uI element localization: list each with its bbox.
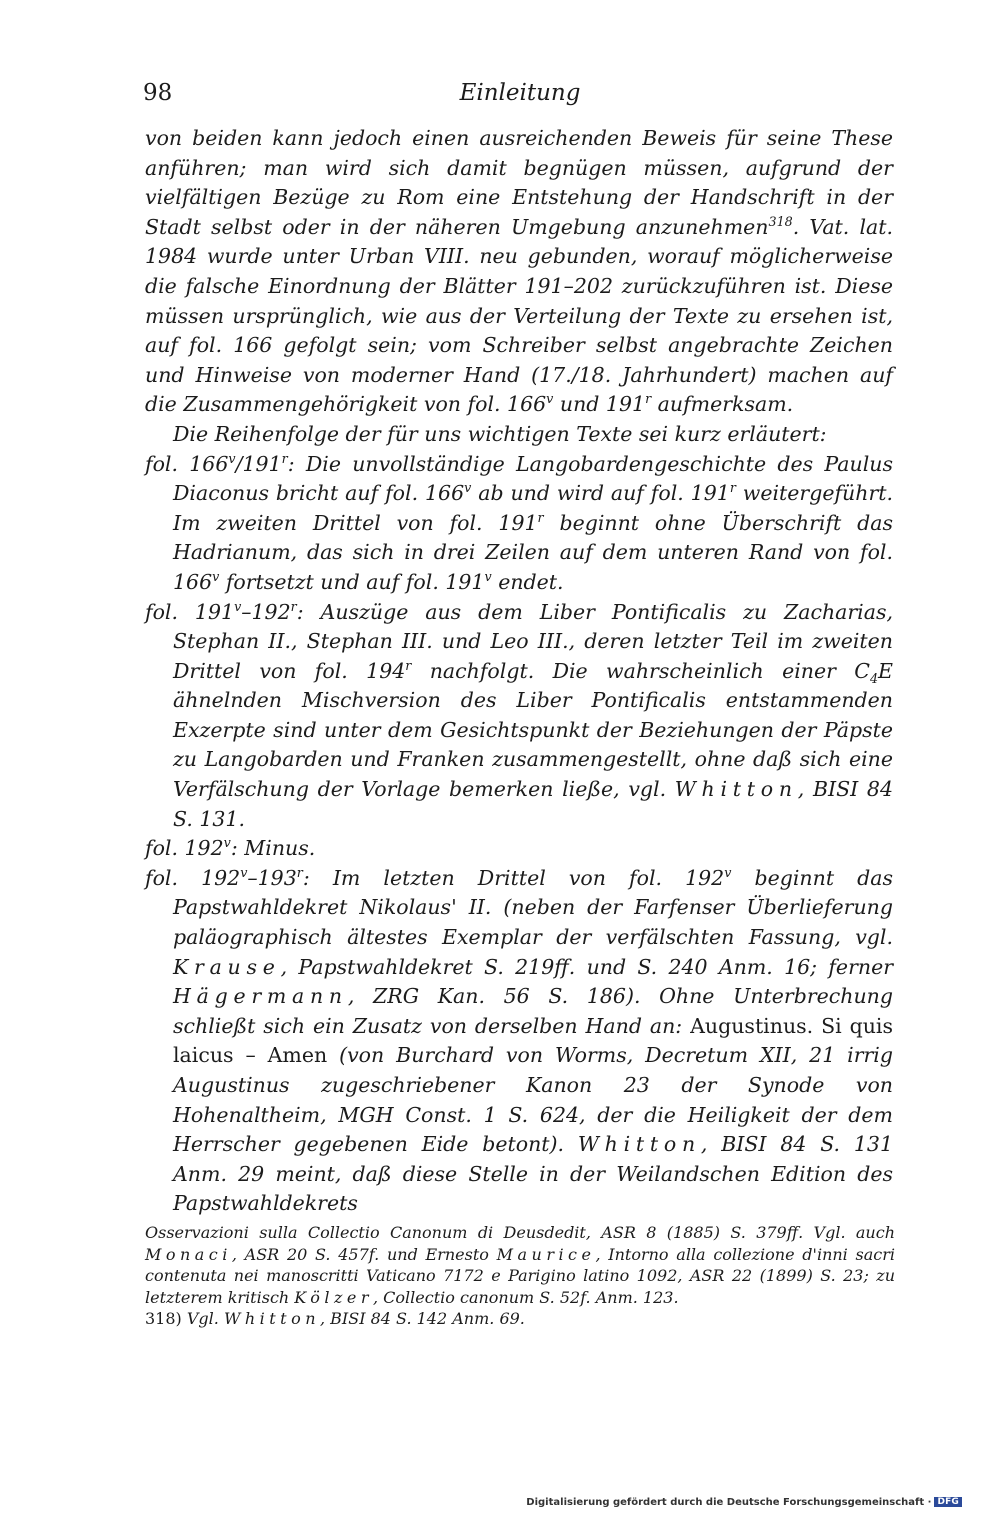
author-name: Kölzer (294, 1287, 373, 1307)
text-run: : Die unvollständige Langobardengeschichte des Paulus Diaconus bricht auf fol. 166 (173, 451, 893, 506)
text-run: beginnt ohne Überschrift das Hadrianum, das sich in drei Zeilen auf dem unteren Rand von fol. 166 (173, 510, 893, 594)
folio-side: r (281, 450, 288, 466)
text-run: ab und wird auf fol. 191 (471, 481, 730, 506)
text-run: , BISI 84 S. 131. (173, 777, 893, 831)
text-run: fol. 166 (145, 451, 229, 476)
page-number: 98 (143, 80, 173, 106)
footnote-number: 318) (145, 1309, 182, 1328)
text-run: weitergeführt. Im zweiten Drittel von fol. 191 (173, 481, 894, 535)
text-run: , ASR 20 S. 457f. und Ernesto (231, 1244, 497, 1264)
text-run: , Papstwahldekret S. 219ff. und S. 240 Anm. 16; ferner (280, 954, 893, 979)
text-run: . Vat. lat. 1984 wurde unter Urban VIII. neu gebunden, worauf möglicherweise die falsche Einordnung der Blätter 191–202 zurückzuführen ist. Diese müssen ursprünglich, wie aus der Verteilung der Texte zu ersehen ist, auf fol. 166 gefolgt sein; vom Schreiber selbst angebrachte Zeichen und Hinweise von moderner Hand (17./18. Jahrhundert) machen auf die Zusammengehörigkeit von fol. 166 (145, 214, 893, 417)
footnote-continuation (145, 1222, 895, 1308)
text-run: , ZRG Kan. 56 S. 186). Ohne Unterbrechung schließt sich ein Zusatz von derselben Hand an: (173, 984, 893, 1038)
folio-side: v (228, 450, 236, 466)
text-run: : Auszüge aus dem Liber Pontificalis zu Zacharias, Stephan II., Stephan III. und Leo III., deren letzter Teil im zweiten Drittel von fol. 194 (173, 599, 893, 683)
text-run: aufmerksam. (651, 392, 794, 417)
text-run: Osservazioni sulla Collectio Canonum di Deusdedit, ASR 8 (1885) S. 379ff. Vgl. auch (145, 1223, 895, 1242)
folio-side: v (724, 865, 732, 881)
folio-side: r (645, 391, 652, 407)
author-name: Krause (173, 954, 281, 979)
text-run: Vgl. (181, 1309, 224, 1328)
paragraph (145, 124, 893, 420)
text-run: : Minus. (230, 836, 316, 861)
text-run: fol. 192 (145, 836, 224, 861)
text-run: , Collectio canonum S. 52f. Anm. 123. (373, 1287, 679, 1307)
folio-side: v (223, 835, 231, 851)
folio-side: v (240, 865, 248, 881)
author-name: Whitton (577, 1132, 701, 1157)
footnote-reference[interactable]: 318 (768, 213, 793, 229)
text-run: E ähnelnden Mischversion des Liber Pontificalis entstammenden Exzerpte sind unter dem Gesichtspunkt der Beziehungen der Päpste zu Langobarden und Franken zusammengestellt, ohne daß sich eine Verfälschung der Vorlage bemerken ließe, vgl. (173, 658, 893, 802)
running-title: Einleitung (459, 80, 581, 106)
folio-side: r (405, 657, 412, 673)
text-run: endet. (491, 569, 564, 594)
text-run: , BISI 84 S. 142 Anm. 69. (319, 1309, 525, 1328)
text-run: , Intorno alla collezione d'inni sacri contenuta nei manoscritti Vaticano 7172 e Parigino latino 1092, ASR 22 (1899) S. 23; zu letzterem kritisch (145, 1244, 896, 1307)
folio-side: r (729, 480, 736, 496)
text-run: , BISI 84 S. 131 Anm. 29 meint, daß diese Stelle in der Weilandschen Edition des Papstwahldekrets (173, 1132, 893, 1216)
folio-entry (145, 450, 893, 598)
text-run: fol. 192 (145, 865, 241, 890)
dfg-logo-icon: DFG (934, 1497, 962, 1507)
digitization-note: Digitalisierung gefördert durch die Deutsche Forschungsgemeinschaft · (526, 1497, 932, 1508)
text-run: beginnt das Papstwahldekret Nikolaus' II. (neben der Farfenser Überlieferung paläographisch ältestes Exemplar der verfälschten Fassung, vgl. (173, 865, 893, 950)
text-run: nachfolgt. Die wahrscheinlich einer C (411, 658, 870, 683)
folio-entry (145, 864, 893, 1219)
author-name: Whitton (223, 1309, 320, 1328)
footnotes (145, 1222, 895, 1330)
text-run: und 191 (553, 392, 646, 417)
folio-side: v (234, 598, 242, 614)
folio-side: r (537, 509, 544, 525)
text-run: –193 (247, 865, 297, 890)
quoted-incipit: Augustinus. Si quis laicus – Amen (173, 1013, 893, 1068)
author-name: Maurice (496, 1244, 596, 1264)
author-name: Monaci (145, 1244, 232, 1264)
text-run: /191 (235, 451, 282, 476)
folio-side: v (464, 480, 472, 496)
text-run: (von Burchard von Worms, Decretum XII, 21 irrig Augustinus zugeschriebener Kanon 23 der Synode von Hohenaltheim, MGH Const. 1 S. 624, der die Heiligkeit der dem Herrscher gegebenen Eide betont). (173, 1043, 893, 1157)
folio-side: r (296, 865, 303, 881)
folio-entry (145, 834, 893, 864)
author-name: Whitton (674, 777, 798, 802)
digitization-footer (526, 1497, 962, 1508)
text-run: fortsetzt und auf fol. 191 (219, 569, 485, 594)
text-run: : Im letzten Drittel von fol. 192 (302, 865, 725, 890)
body-text (145, 124, 893, 1219)
subscript: 4 (869, 670, 879, 686)
folio-entry (145, 598, 893, 835)
author-name: Hägermann (173, 984, 348, 1009)
paragraph: Die Reihenfolge der für uns wichtigen Texte sei kurz erläutert: (173, 421, 827, 446)
text-run: –192 (241, 599, 291, 624)
footnote-318 (145, 1308, 895, 1330)
folio-side: v (212, 569, 220, 585)
text-run: von beiden kann jedoch einen ausreichenden Beweis für seine These anführen; man wird sich damit begnügen müssen, aufgrund der vielfältigen Bezüge zu Rom eine Entstehung der Handschrift in der Stadt selbst oder in der näheren Umgebung anzunehmen (145, 126, 893, 239)
text-run: fol. 191 (145, 599, 235, 624)
folio-side: r (290, 598, 297, 614)
folio-side: v (546, 391, 554, 407)
folio-side: v (484, 569, 492, 585)
